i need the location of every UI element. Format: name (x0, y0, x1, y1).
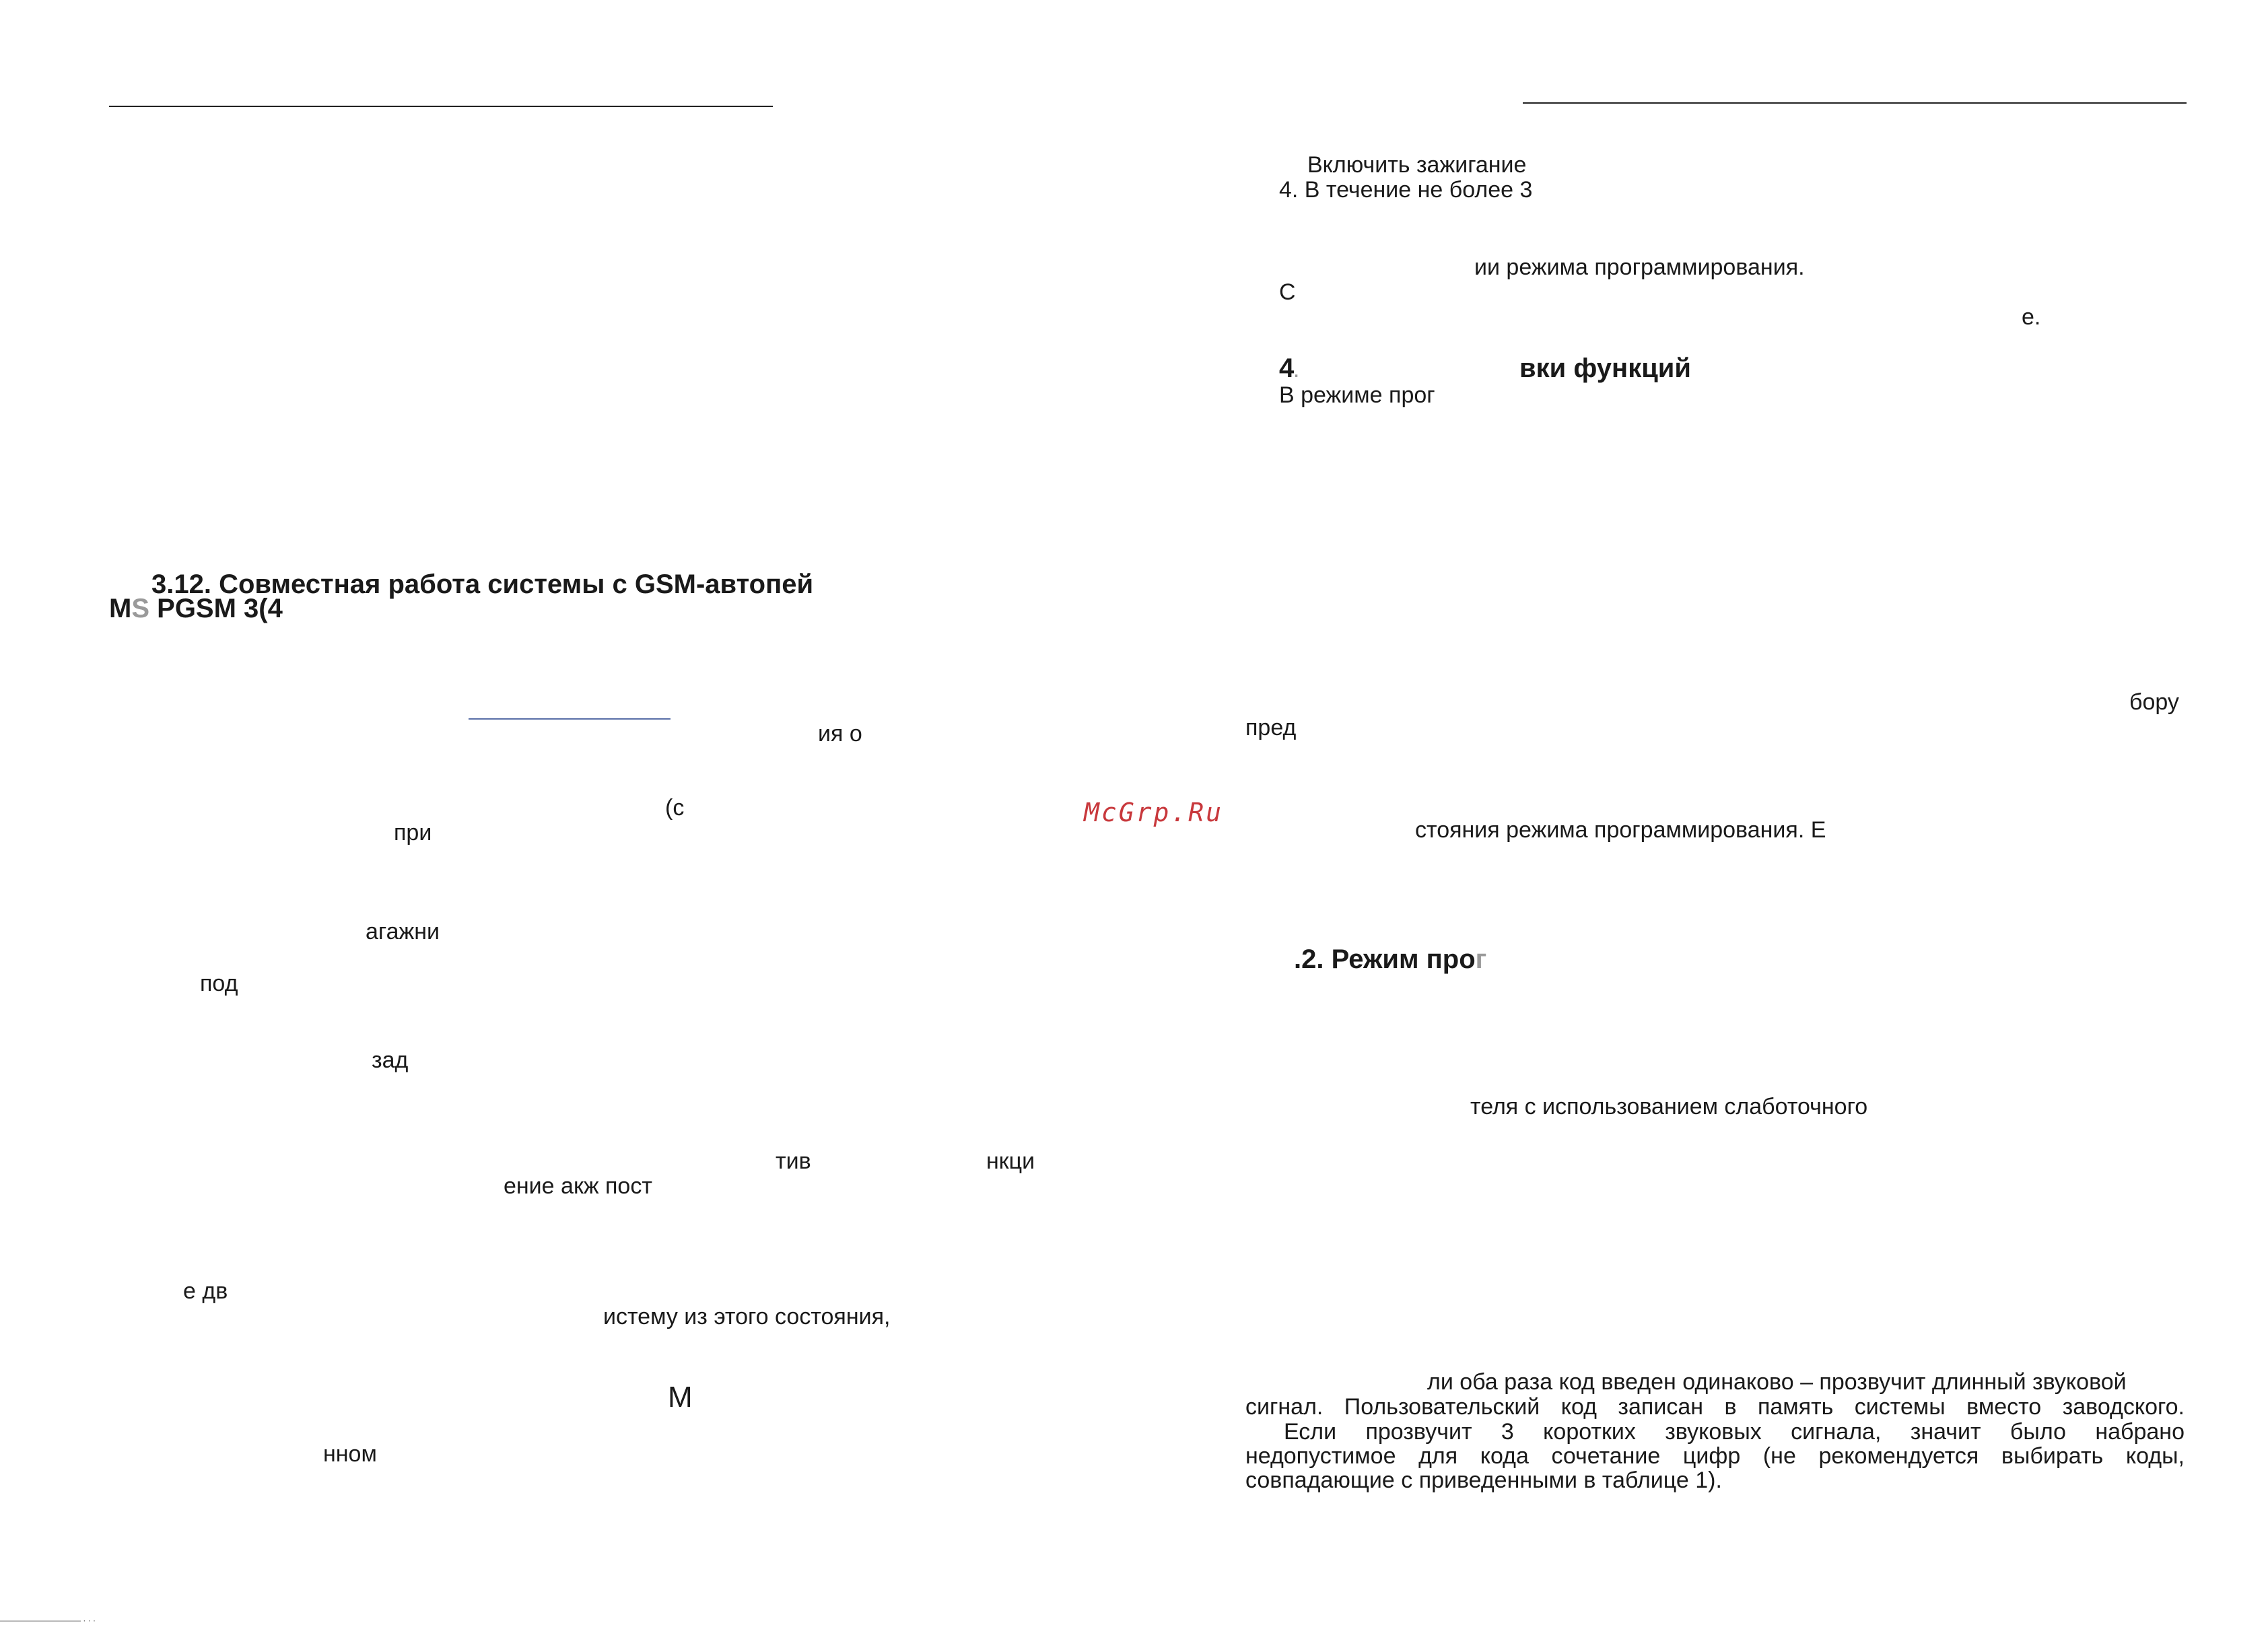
paragraph-1-line-1: ли оба раза код введен одинаково – прозвучит длинный звуковой (1427, 1369, 2127, 1395)
text-fragment: тив (776, 1148, 811, 1174)
instruction-e: е. (2022, 304, 2041, 330)
section-heading-3-12: 3.12. Совместная работа системы с GSM-автопей (151, 569, 814, 599)
heading-4-text: вки функций (1519, 353, 1691, 383)
text-fragment: при (394, 820, 432, 845)
watermark-text: McGrp.Ru (1084, 798, 1224, 827)
text-user-line: теля с использованием слаботочного (1470, 1094, 1868, 1119)
text-fragment: зад (372, 1047, 409, 1073)
text-fragment: истему из этого состояния, (603, 1304, 891, 1329)
heading-4-number: 4 (1279, 353, 1295, 383)
paragraph-2-line-1: Если прозвучит 3 коротких звуковых сигнала, значит было набрано (1284, 1419, 2185, 1445)
right-header-rule (1523, 102, 2187, 104)
text-fragment-boru: бору (2129, 689, 2179, 715)
text-fragment: е дв (183, 1278, 228, 1304)
text-fragment: агажни (366, 919, 440, 944)
text-fragment-pred: пред (1245, 715, 1297, 740)
subheading-part-b: S (131, 594, 150, 623)
link-underline (469, 718, 671, 720)
subheading-part-c: P (149, 594, 175, 623)
text-fragment: под (200, 971, 238, 996)
text-fragment: нном (323, 1441, 377, 1467)
left-header-rule (109, 106, 773, 107)
text-fragment: ение акж пост (504, 1173, 652, 1199)
paragraph-2-line-2: недопустимое для кода сочетание цифр (не рекомендуется выбирать коды, (1245, 1443, 2185, 1469)
paragraph-1-line-2: сигнал. Пользовательский код записан в память системы вместо заводского. (1245, 1394, 2185, 1420)
instruction-prog-mode: ии режима программирования. (1474, 254, 1805, 280)
heading-4-dot: . (1294, 363, 1299, 381)
section-heading-4-2 (1294, 944, 1486, 974)
subheading-part-d: GSM 3(4 (174, 594, 283, 623)
paragraph-2-line-3: совпадающие с приведенными в таблице 1). (1245, 1467, 1722, 1493)
instruction-c: С (1279, 279, 1296, 305)
text-fragment: (с (665, 795, 685, 821)
heading-4-2-text: .2. Режим про (1294, 944, 1476, 974)
text-fragment: ия о (818, 721, 862, 747)
text-fragment: М (668, 1381, 693, 1414)
text-fragment: нкци (986, 1148, 1035, 1174)
instruction-ignition: Включить зажигание (1307, 152, 1527, 178)
section-subheading (109, 594, 283, 623)
text-state-prog: стояния режима программирования. Е (1415, 817, 1826, 843)
instruction-mode-prog: В режиме прог (1279, 382, 1435, 408)
left-footer-mark: ―――――――――― · · · (0, 1616, 96, 1625)
heading-4-2-faint: г (1475, 944, 1487, 974)
instruction-step-4: 4. В течение не более 3 (1279, 177, 1533, 203)
subheading-part-a: M (109, 594, 132, 623)
